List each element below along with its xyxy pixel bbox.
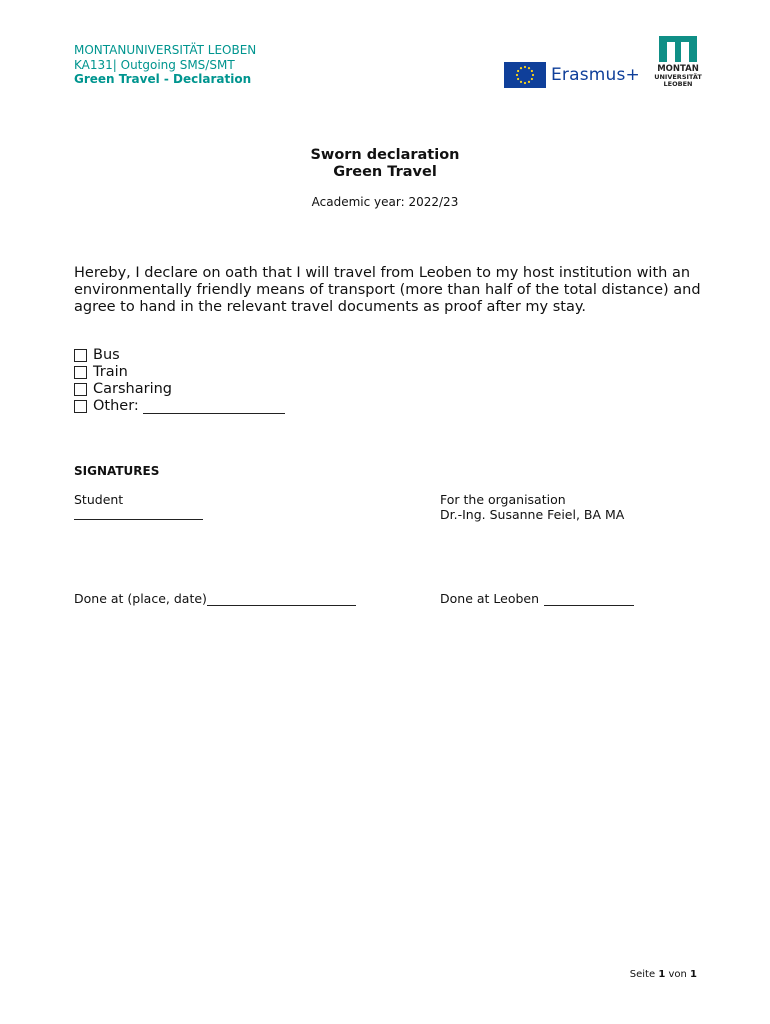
title-line-1: Sworn declaration <box>310 147 460 163</box>
checkbox-train[interactable] <box>74 366 87 379</box>
student-signature-line[interactable] <box>74 507 203 520</box>
done-at-leoben-label: Done at Leoben <box>440 591 540 606</box>
document-header <box>74 43 256 87</box>
org-place-date <box>440 591 634 606</box>
organisation-signatory: Dr.-Ing. Susanne Feiel, BA MA <box>440 507 625 522</box>
logo-group <box>504 36 702 90</box>
student-place-date <box>74 591 356 606</box>
option-label: Bus <box>93 347 120 363</box>
erasmus-wordmark: Erasmus+ <box>550 65 640 85</box>
option-train[interactable] <box>74 364 285 381</box>
page-footer: Seite 1 von 1 <box>629 969 697 980</box>
organisation-signature-block <box>440 492 624 522</box>
erasmus-logo <box>504 62 640 88</box>
university-name: MONTANUNIVERSITÄT LEOBEN <box>74 43 257 57</box>
checkbox-carsharing[interactable] <box>74 383 87 396</box>
academic-year: Academic year: 2022/23 <box>311 195 459 209</box>
mu-mark-icon <box>659 36 697 62</box>
eu-flag-icon <box>504 62 546 88</box>
option-carsharing[interactable] <box>74 381 285 398</box>
montanuniversitaet-logo <box>654 36 702 90</box>
checkbox-bus[interactable] <box>74 349 87 362</box>
current-page: 1 <box>658 969 666 980</box>
checkbox-other[interactable] <box>74 400 87 413</box>
mu-wordmark: MONTAN UNIVERSITÄT LEOBEN <box>654 64 702 88</box>
organisation-label: For the organisation <box>440 492 566 507</box>
document-title <box>0 147 770 181</box>
declaration-text: Hereby, I declare on oath that I will travel from Leoben to my host institution with an environmentally friendly means of transport (more than half of the total distance) and agree to hand in the relevant travel documents as proof after my stay. <box>74 265 701 315</box>
total-pages: 1 <box>690 969 697 980</box>
program-code: KA131| Outgoing SMS/SMT <box>74 57 235 72</box>
org-date-line[interactable] <box>544 592 634 606</box>
option-label: Other: <box>93 398 139 414</box>
other-input-line[interactable] <box>143 400 285 414</box>
option-other[interactable] <box>74 398 285 415</box>
form-name: Green Travel - Declaration <box>74 72 252 86</box>
signatures-heading: SIGNATURES <box>74 464 160 478</box>
option-bus[interactable] <box>74 347 285 364</box>
option-label: Carsharing <box>93 381 172 397</box>
place-date-label: Done at (place, date) <box>74 591 207 606</box>
student-label: Student <box>74 492 124 507</box>
student-signature-block <box>74 492 203 520</box>
place-date-line[interactable] <box>207 592 356 606</box>
transport-options <box>74 347 285 415</box>
option-label: Train <box>93 364 128 380</box>
title-line-2: Green Travel <box>333 164 437 180</box>
